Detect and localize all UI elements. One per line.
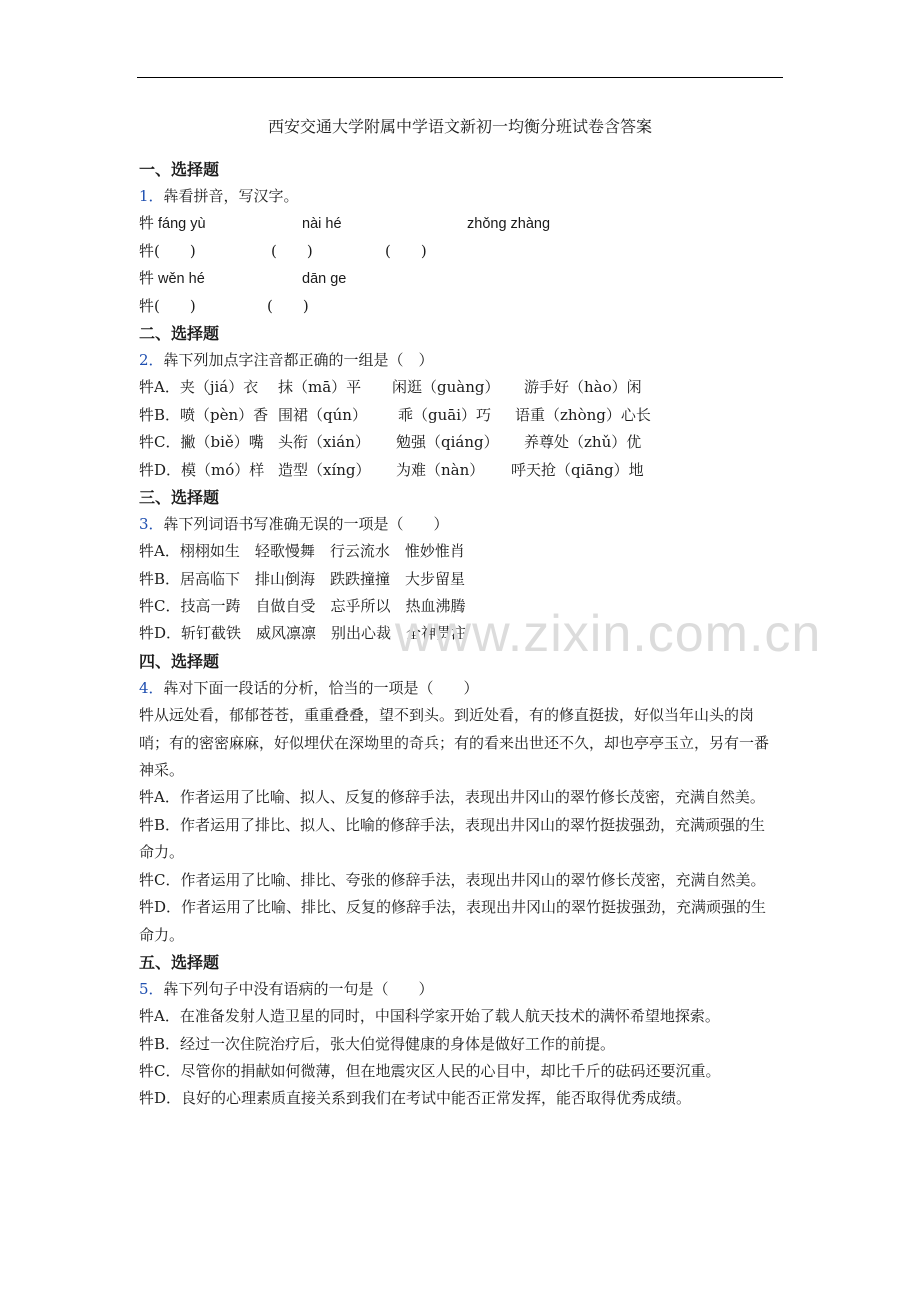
question-3-stem <box>139 511 779 538</box>
answer-blank[interactable]: ( ) <box>267 296 309 315</box>
line-marker: 牪 <box>139 405 155 424</box>
line-marker: 牪 <box>139 788 155 807</box>
option-text: D．作者运用了比喻、排比、反复的修辞手法，表现出井冈山的翠竹挺拔强劲，充满顽强的生命力。 <box>139 898 767 944</box>
q4-option-c[interactable] <box>139 867 779 894</box>
option-part: 语重（zhòng）心长 <box>515 405 651 424</box>
line-marker: 牪 <box>139 1034 155 1053</box>
option-part: 呼天抢（qiāng）地 <box>511 460 644 479</box>
pinyin: nài hé <box>302 216 342 233</box>
option-part: D．模（mó）样 <box>154 460 265 479</box>
q4-passage <box>139 702 779 784</box>
question-number: 5． <box>139 979 164 998</box>
q2-option-b[interactable] <box>139 402 779 429</box>
option-text: A．作者运用了比喻、拟人、反复的修辞手法，表现出井冈山的翠竹修长茂密，充满自然美。 <box>154 788 765 807</box>
line-marker: 牪 <box>139 815 155 834</box>
line-marker: 牪 <box>139 569 155 588</box>
q5-option-c[interactable] <box>139 1058 779 1085</box>
option-text: B．经过一次住院治疗后，张大伯觉得健康的身体是做好工作的前提。 <box>154 1034 616 1053</box>
question-2-stem <box>139 347 779 374</box>
q5-option-d[interactable] <box>139 1085 779 1112</box>
option-text: B．居高临下 排山倒海 跌跌撞撞 大步留星 <box>154 569 466 588</box>
section-heading-3: 三、选择题 <box>139 487 220 507</box>
watermark: www.zixin.com.cn <box>395 605 822 663</box>
option-text: C．尽管你的捐献如何微薄，但在地震灾区人民的心目中，却比千斤的砝码还要沉重。 <box>154 1062 721 1081</box>
line-marker: 牪 <box>139 241 155 260</box>
q1-pinyin-row-2 <box>139 265 779 292</box>
passage-text: 从远处看，郁郁苍苍，重重叠叠，望不到头。到近处看，有的修直挺拔，好似当年山头的岗哨；有的密密麻麻，好似埋伏在深坳里的奇兵；有的看来出世还不久，却也亭亭玉立，另有一番神采。 <box>139 706 770 780</box>
question-number: 4． <box>139 678 164 697</box>
q2-option-c[interactable] <box>139 429 779 456</box>
line-marker: 牪 <box>139 542 155 561</box>
line-marker: 牪 <box>139 378 155 397</box>
question-text: 犇看拼音，写汉字。 <box>163 187 299 205</box>
option-text: C．作者运用了比喻、排比、夸张的修辞手法，表现出井冈山的翠竹修长茂密，充满自然美。 <box>154 870 766 889</box>
question-number: 1． <box>139 187 164 205</box>
option-part: C．撇（biě）嘴 <box>154 433 264 452</box>
option-part: 闲逛（guàng） <box>392 378 500 397</box>
answer-blank[interactable]: ( ) <box>385 241 427 260</box>
option-part: 头衔（xián） <box>278 433 370 452</box>
question-number: 3． <box>139 514 164 533</box>
line-marker: 牪 <box>139 624 155 643</box>
option-text: A．在准备发射人造卫星的同时，中国科学家开始了载人航天技术的满怀希望地探索。 <box>154 1007 720 1026</box>
question-5-stem <box>139 976 779 1003</box>
line-marker: 牪 <box>139 870 155 889</box>
option-part: B．喷（pèn）香 <box>154 405 269 424</box>
line-marker: 牪 <box>139 1062 155 1081</box>
answer-blank[interactable]: ( ) <box>154 296 196 315</box>
option-text: D．良好的心理素质直接关系到我们在考试中能否正常发挥，能否取得优秀成绩。 <box>154 1089 692 1108</box>
option-text: C．技高一踌 自做自受 忘乎所以 热血沸腾 <box>154 597 466 616</box>
section-heading-2: 二、选择题 <box>139 323 220 343</box>
option-part: 游手好（hào）闲 <box>524 378 642 397</box>
option-part: 围裙（qún） <box>278 405 367 424</box>
option-part: 乖（guāi）巧 <box>398 405 492 424</box>
option-text: D．斩钉截铁 威风凛凛 别出心裁 全神贯注 <box>154 624 467 643</box>
pinyin: wěn hé <box>158 271 205 288</box>
line-marker: 牪 <box>139 898 155 917</box>
pinyin: dān ge <box>302 271 347 288</box>
q3-option-b[interactable] <box>139 566 779 593</box>
line-marker: 牪 <box>139 460 155 479</box>
pinyin: zhǒng zhàng <box>467 216 551 233</box>
q1-answer-row-1 <box>139 238 779 265</box>
option-part: 为难（nàn） <box>396 460 485 479</box>
section-heading-5: 五、选择题 <box>139 952 220 972</box>
q4-option-b[interactable] <box>139 812 779 867</box>
question-1-stem <box>139 183 779 210</box>
option-part: 养尊处（zhǔ）优 <box>524 433 642 452</box>
page-title: 西安交通大学附属中学语文新初一均衡分班试卷含答案 <box>267 117 652 136</box>
option-part: A．夹（jiá）衣 <box>154 378 259 397</box>
line-marker: 牪 <box>139 706 155 725</box>
section-heading-4: 四、选择题 <box>139 651 220 671</box>
question-text: 犇下列句子中没有语病的一句是（ ） <box>163 979 434 998</box>
q3-option-c[interactable] <box>139 593 779 620</box>
option-part: 造型（xíng） <box>278 460 371 479</box>
question-text: 犇对下面一段话的分析，恰当的一项是（ ） <box>163 678 479 697</box>
q4-option-a[interactable] <box>139 784 779 811</box>
q5-option-a[interactable] <box>139 1003 779 1030</box>
question-text: 犇下列加点字注音都正确的一组是（ ） <box>163 350 434 369</box>
line-marker: 牪 <box>139 296 155 315</box>
line-marker: 牪 <box>139 1007 155 1026</box>
option-text: A．栩栩如生 轻歌慢舞 行云流水 惟妙惟肖 <box>154 542 465 561</box>
question-4-stem <box>139 675 779 702</box>
q1-pinyin-row-1 <box>139 210 779 237</box>
line-marker: 牪 <box>139 269 155 288</box>
line-marker: 牪 <box>139 214 155 233</box>
q2-option-d[interactable] <box>139 457 779 484</box>
q3-option-a[interactable] <box>139 538 779 565</box>
q4-option-d[interactable] <box>139 894 779 949</box>
line-marker: 牪 <box>139 433 155 452</box>
question-text: 犇下列词语书写准确无误的一项是（ ） <box>163 514 449 533</box>
line-marker: 牪 <box>139 1089 155 1108</box>
answer-blank[interactable]: ( ) <box>154 241 196 260</box>
document-body <box>139 156 779 1113</box>
answer-blank[interactable]: ( ) <box>271 241 313 260</box>
pinyin: fáng yù <box>158 216 206 233</box>
option-text: B．作者运用了排比、拟人、比喻的修辞手法，表现出井冈山的翠竹挺拔强劲，充满顽强的生命力。 <box>139 815 766 862</box>
q3-option-d[interactable] <box>139 620 779 647</box>
section-heading-1: 一、选择题 <box>139 160 220 179</box>
q1-answer-row-2 <box>139 293 779 320</box>
line-marker: 牪 <box>139 597 155 616</box>
option-part: 勉强（qiáng） <box>396 433 499 452</box>
header-rule <box>137 77 783 78</box>
option-part: 抹（mā）平 <box>278 378 362 397</box>
q5-option-b[interactable] <box>139 1031 779 1058</box>
question-number: 2． <box>139 350 164 369</box>
q2-option-a[interactable] <box>139 374 779 401</box>
